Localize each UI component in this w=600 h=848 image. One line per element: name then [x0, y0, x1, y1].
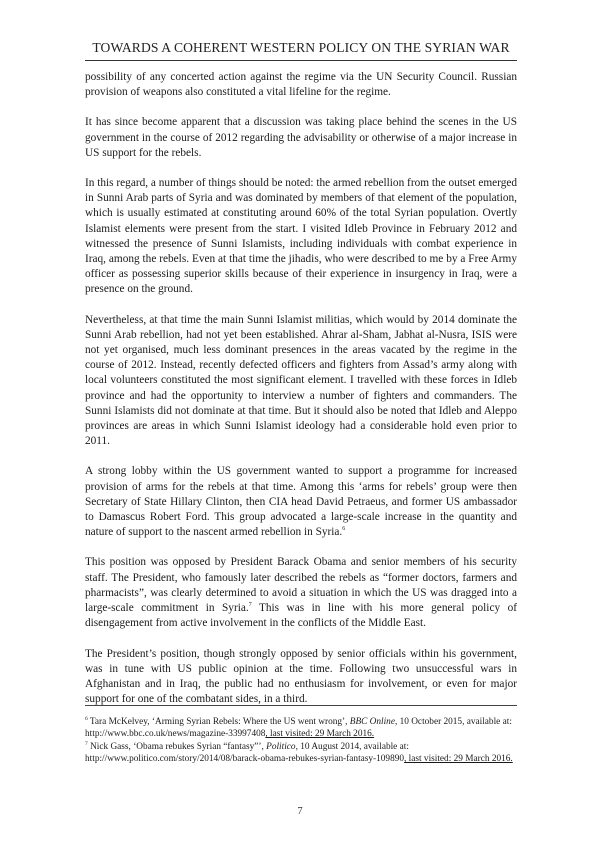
footnote-citation: Nick Gass, ‘Obama rebukes Syrian “fantasy”’, — [87, 741, 267, 752]
footnote-citation: Tara McKelvey, ‘Arming Syrian Rebels: Where the US went wrong’, — [87, 717, 350, 727]
footnote-source: BBC Online — [349, 717, 395, 727]
footnote-reference-7[interactable]: 7 — [248, 602, 252, 609]
paragraph-3 — [85, 176, 517, 298]
paragraph-text: This was in line with his more general policy of disengagement from active involvement in the conflicts of the Middle East. — [85, 602, 517, 630]
paragraph-7 — [85, 647, 517, 708]
footnote-last-visited: , last visited: 29 March 2016. — [404, 754, 513, 765]
footnote-7 — [85, 741, 517, 766]
paragraph-text: This position was opposed by President Barack Obama and senior members of his security staff. The President, who famously later described the rebels as “former doctors, farmers and pharmacists”, was clearly determined to avoid a situation in which the US was dragged into a large-scale commitment in Syria. — [85, 556, 517, 615]
footnote-6 — [85, 716, 517, 741]
footnote-reference-6[interactable]: 6 — [342, 526, 346, 533]
page-number: 7 — [297, 806, 303, 817]
footnote-last-visited: , last visited: 29 March 2016. — [265, 729, 375, 740]
paragraph-1 — [85, 70, 517, 100]
footnotes — [85, 716, 517, 766]
paragraph-text: A strong lobby within the US government wanted to support a programme for increased provision of arms for the rebels at that time. Among this ‘arms for rebels’ group were then Secretary of State Hillary Clinton, then CIA head David Petraeus, and former US ambassador to Damascus Robert Ford. This group advocated a large-scale increase in the quantity and nature of support to the nascent armed rebellion in Syria. — [85, 465, 517, 539]
header-rule — [85, 60, 517, 61]
paragraph-6 — [85, 555, 517, 631]
body-text — [85, 70, 517, 722]
running-header: TOWARDS A COHERENT WESTERN POLICY ON THE SYRIAN WAR — [92, 40, 510, 55]
footnote-number: 6 — [85, 716, 88, 722]
footnote-date-link[interactable]: , 10 August 2014, available at: http://www.politico.com/story/2014/08/barack-obama-rebukes-syrian-fantasy-109890 — [85, 741, 409, 765]
paragraph-text: The President’s position, though strongly opposed by senior officials within his government, was in tune with US public opinion at the time. Following two unsuccessful wars in Afghanistan and in Iraq, the public had no enthusiasm for involvement, or even for major support for one of the combatant sides, in a third. — [85, 647, 517, 706]
paragraph-5 — [85, 464, 517, 540]
paragraph-text: Nevertheless, at that time the main Sunni Islamist militias, which would by 2014 dominate the Sunni Arab rebellion, had not yet been established. Ahrar al-Sham, Jabhat al-Nusra, ISIS were not yet organised, much less dominant presences in the areas vacated by the regime in the course of 2012. Instead, recently defected officers and fighters from Assad’s army along with local volunteers constituted the most significant element. I travelled with these forces in Idleb province and had the opportunity to interview a number of fighters and commanders. The Sunni Islamists did not dominate at that time. But it should also be noted that Idleb and Aleppo provinces are areas in which Sunni Islamist ideology had a considerable hold even prior to 2011. — [85, 313, 517, 448]
paragraph-4 — [85, 313, 517, 450]
footnote-source: Politico — [266, 741, 296, 752]
paragraph-text: In this regard, a number of things should be noted: the armed rebellion from the outset emerged in Sunni Arab parts of Syria and was dominated by members of that element of the population, which is usually estimated at constituting around 60% of the total Syrian population. Overtly Islamist elements were present from the start. I visited Idleb Province in February 2012 and witnessed the presence of Sunni Islamists, including individuals with combat experience in Iraq, among the rebels. Even at that time the jihadis, who were described to me by a Free Army officer as possessing superior skills because of their experience in insurgency in Iraq, were a presence on the ground. — [85, 177, 517, 296]
footnote-date-link[interactable]: , 10 October 2015, available at: http://www.bbc.co.uk/news/magazine-33997408 — [85, 717, 512, 740]
paragraph-2 — [85, 115, 517, 161]
paragraph-text: It has since become apparent that a discussion was taking place behind the scenes in the US government in the course of 2012 regarding the advisability or otherwise of a major increase in US support for the rebels. — [85, 116, 517, 159]
footnote-number: 7 — [85, 740, 88, 747]
paragraph-text: possibility of any concerted action against the regime via the UN Security Council. Russian provision of weapons also constituted a vital lifeline for the regime. — [85, 71, 517, 99]
footnote-separator — [85, 705, 517, 706]
